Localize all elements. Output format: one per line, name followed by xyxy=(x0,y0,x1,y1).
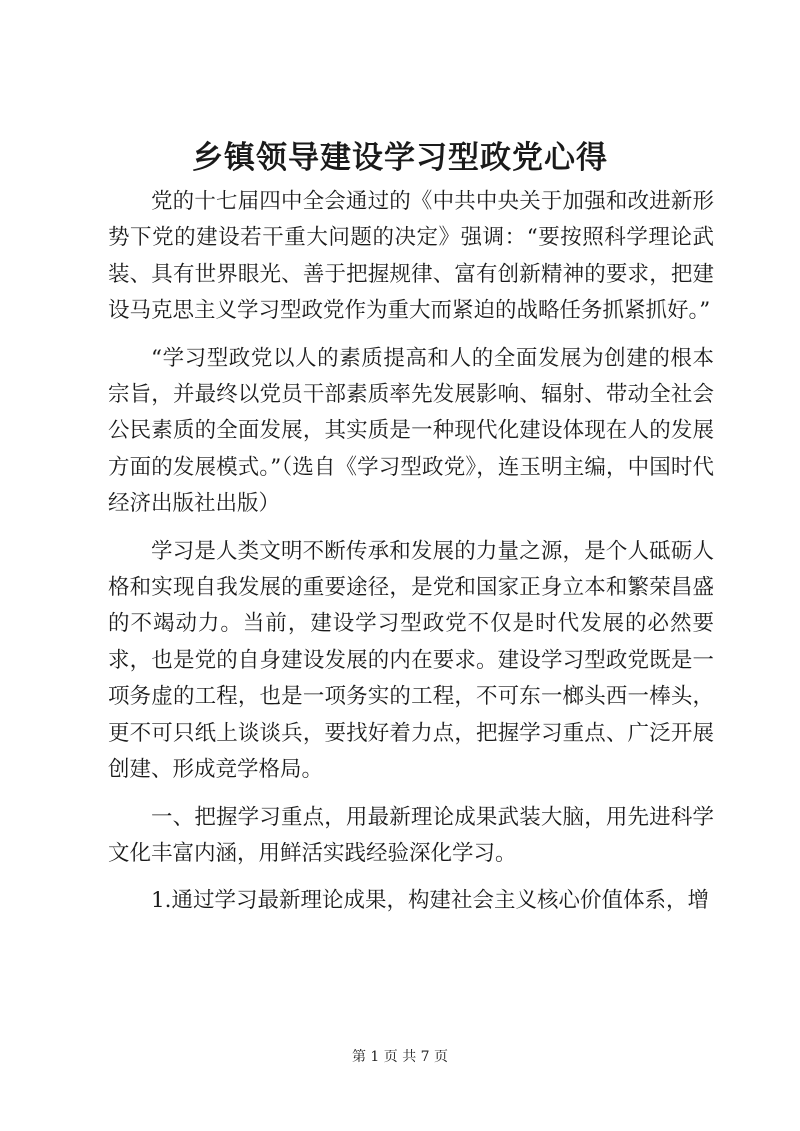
paragraph-4: 一、把握学习重点，用最新理论成果武装大脑，用先进科学文化丰富内涵，用鲜活实践经验深化学习。 xyxy=(108,804,714,866)
paragraph-3: 学习是人类文明不断传承和发展的力量之源，是个人砥砺人格和实现自我发展的重要途径，是党和国家正身立本和繁荣昌盛的不竭动力。当前，建设学习型政党不仅是时代发展的必然要求，也是党的自身建设发展的内在要求。建设学习型政党既是一项务虚的工程，也是一项务实的工程，不可东一榔头西一棒头，更不可只纸上谈谈兵，要找好着力点，把握学习重点、广泛开展创建、形成竞学格局。 xyxy=(108,538,714,783)
paragraph-5: 1.通过学习最新理论成果，构建社会主义核心价值体系，增 xyxy=(151,888,710,914)
paragraph-2: “学习型政党以人的素质提高和人的全面发展为创建的根本宗旨，并最终以党员干部素质率先发展影响、辐射、带动全社会公民素质的全面发展，其实质是一种现代化建设体现在人的发展方面的发展模式。”（选自《学习型政党》，连玉明主编，中国时代经济出版社出版） xyxy=(108,345,714,517)
paragraph-1: 党的十七届四中全会通过的《中共中央关于加强和改进新形势下党的建设若干重大问题的决定》强调：“要按照科学理论武装、具有世界眼光、善于把握规律、富有创新精神的要求，把建设马克思主义学习型政党作为重大而紧迫的战略任务抓紧抓好。” xyxy=(108,189,714,324)
document-body xyxy=(108,184,714,920)
page-footer: 第 1 页 共 7 页 xyxy=(351,1049,449,1065)
document-title: 乡镇领导建设学习型政党心得 xyxy=(192,140,608,176)
